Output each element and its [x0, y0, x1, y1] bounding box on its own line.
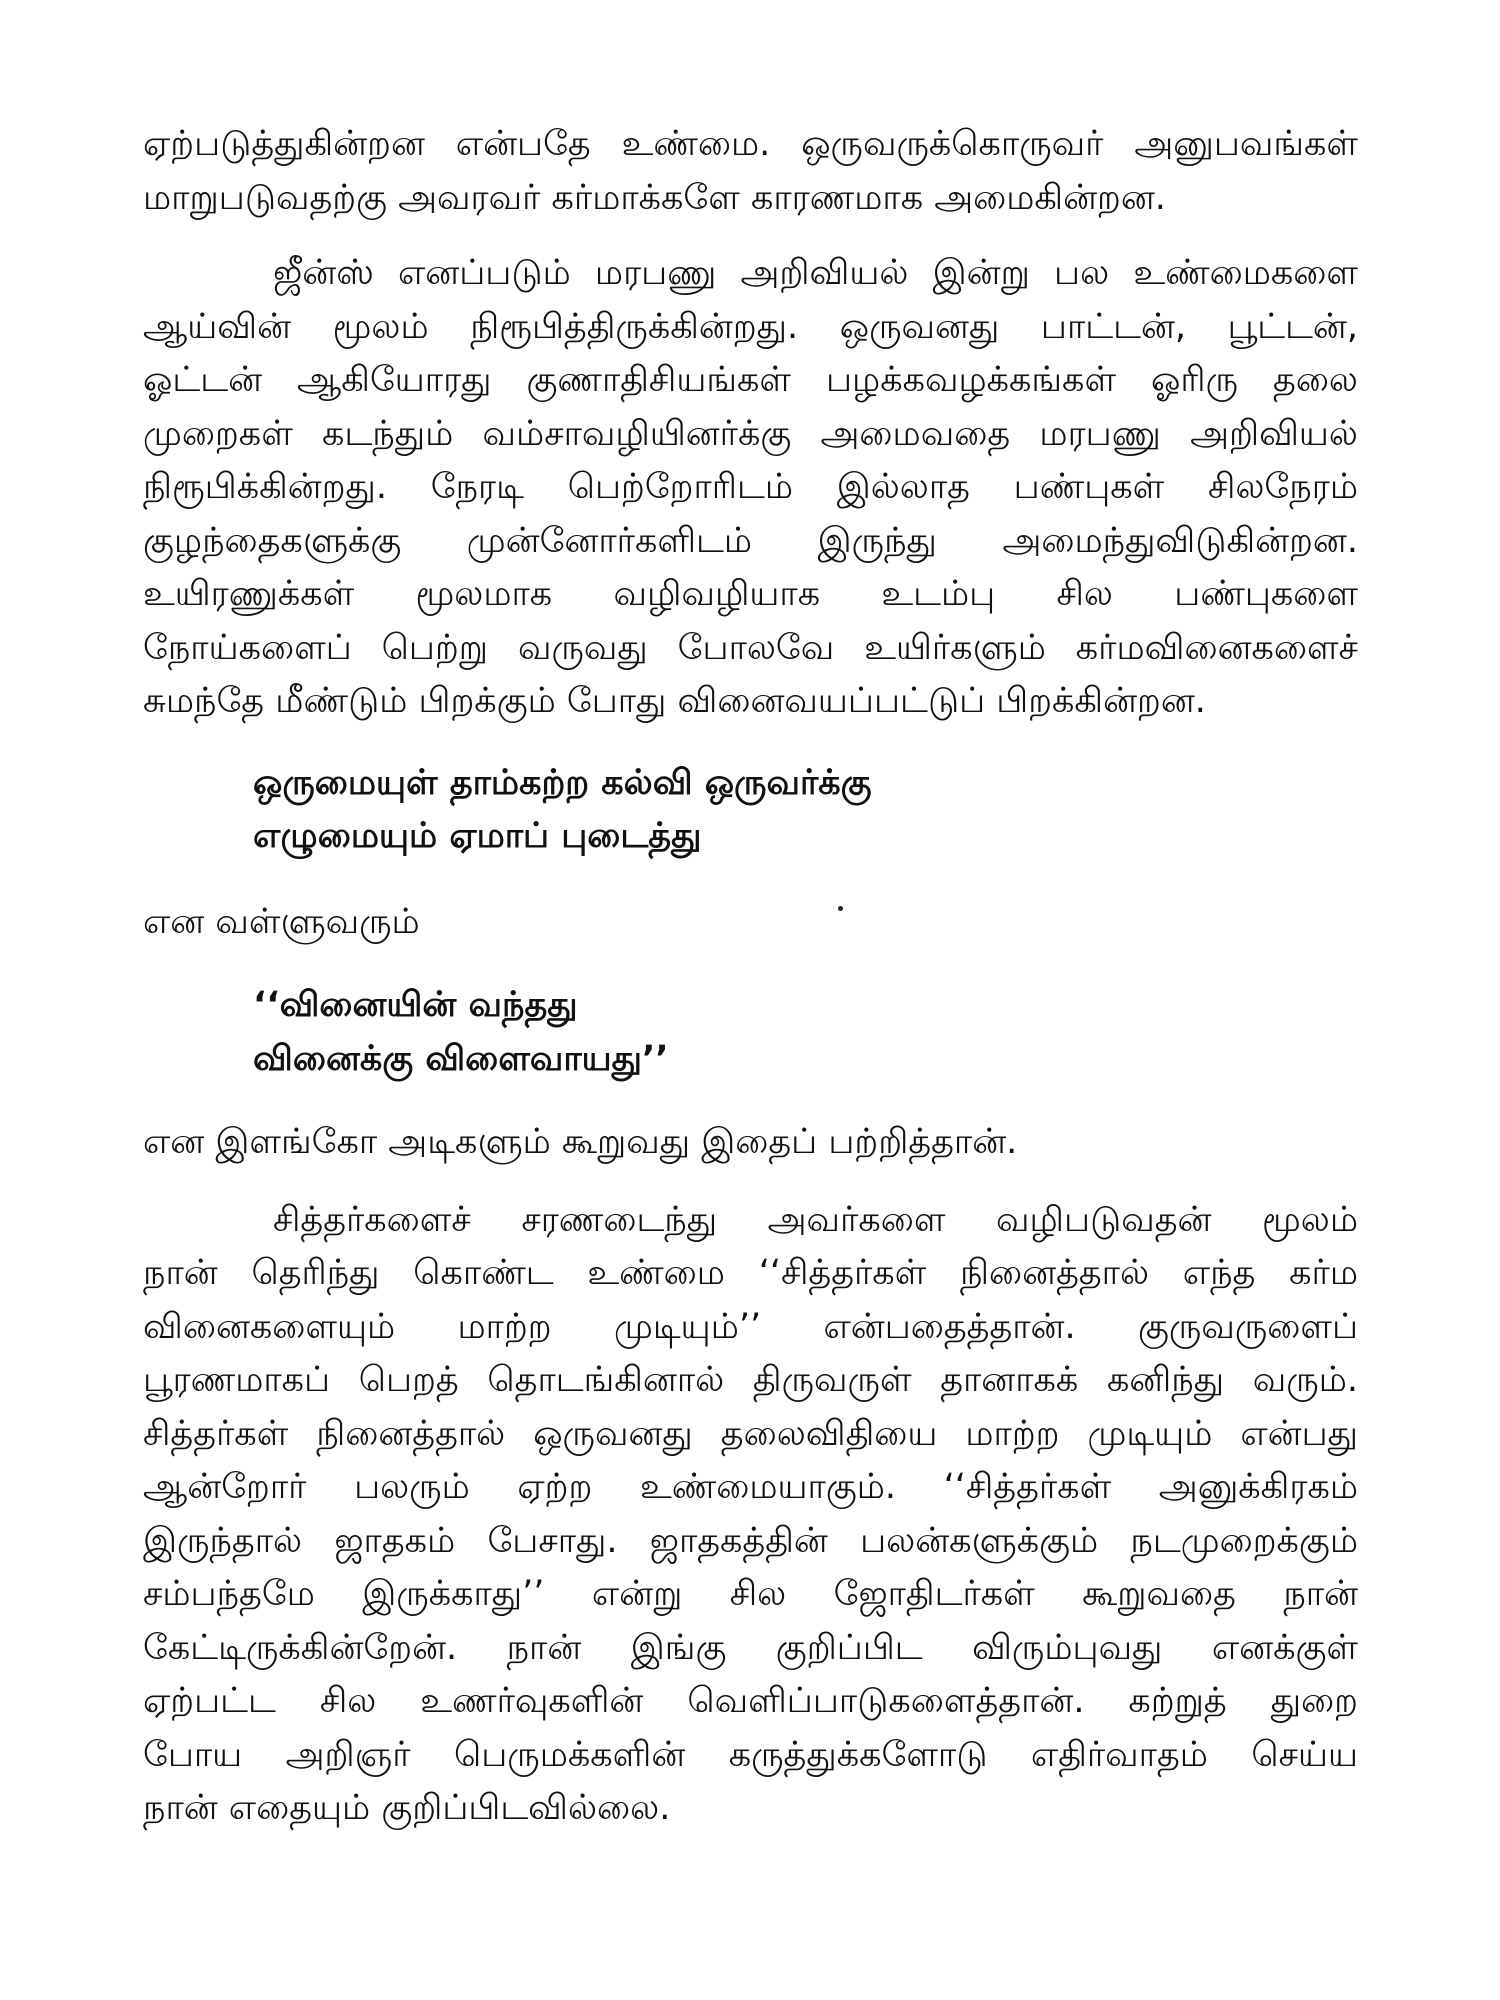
attribution-valluvar: என வள்ளுவரும் [143, 901, 420, 942]
paragraph-karma-experiences [143, 118, 1358, 225]
text-line: கேட்டிருக்கின்றேன். நான் இங்கு குறிப்பிட விரும்புவது எனக்குள் [143, 1627, 1358, 1668]
paragraph-genetics [143, 247, 1358, 729]
text-line: நான் எதையும் குறிப்பிடவில்லை. [143, 1788, 671, 1828]
attribution-ilango: என இளங்கோ அடிகளும் கூறுவது இதைப் பற்றித்தான். [143, 1122, 1018, 1162]
text-line: ஏற்பட்ட சில உணர்வுகளின் வெளிப்பாடுகளைத்தான். கற்றுத் துறை [143, 1681, 1358, 1721]
text-line: ஏற்படுத்துகின்றன என்பதே உண்மை. ஒருவருக்கொருவர் அனுபவங்கள் [143, 124, 1358, 164]
text-line: நோய்களைப் பெற்று வருவது போலவே உயிர்களும் கர்மவினைகளைச் [143, 627, 1358, 668]
text-line: நான் தெரிந்து கொண்ட உண்மை ‘‘சித்தர்கள் நினைத்தால் எந்த கர்ம [143, 1253, 1358, 1293]
text-line: உயிரணுக்கள் மூலமாக வழிவழியாக உடம்பு சில பண்புகளை [143, 574, 1358, 614]
text-line: பூரணமாகப் பெறத் தொடங்கினால் திருவருள் தானாகக் கனிந்து வரும். [143, 1360, 1358, 1400]
verse-line: ‘‘வினையின் வந்தது [253, 985, 578, 1025]
verse-line: வினைக்கு விளைவாயது’’ [253, 1038, 669, 1079]
paragraph-gap [143, 225, 1358, 247]
stray-dot-mark [838, 906, 843, 911]
text-line: ஜீன்ஸ் எனப்படும் மரபணு அறிவியல் இன்று பல உண்மைகளை [273, 253, 1358, 293]
text-line: போய அறிஞர் பெருமக்களின் கருத்துக்களோடு எதிர்வாதம் செய்ய [143, 1734, 1358, 1775]
verse-line: எழுமையும் ஏமாப் புடைத்து [253, 816, 702, 856]
paragraph-gap [143, 864, 1358, 896]
paragraph-siddhars [143, 1194, 1358, 1836]
text-line: மாறுபடுவதற்கு அவரவர் கர்மாக்களே காரணமாக அமைகின்றன. [143, 177, 1166, 218]
text-line: நிரூபிக்கின்றது. நேரடி பெற்றோரிடம் இல்லாத பண்புகள் சிலநேரம் [143, 467, 1358, 507]
paragraph-gap [143, 1170, 1358, 1194]
text-line: முறைகள் கடந்தும் வம்சாவழியினர்க்கு அமைவதை மரபணு அறிவியல் [143, 413, 1358, 454]
text-line: ஆன்றோர் பலரும் ஏற்ற உண்மையாகும். ‘‘சித்தர்கள் அனுக்கிரகம் [143, 1467, 1358, 1507]
text-line: சம்பந்தமே இருக்காது’’ என்று சில ஜோதிடர்கள் கூறுவதை நான் [143, 1574, 1358, 1614]
document-page [143, 118, 1358, 1836]
text-line: ஆய்வின் மூலம் நிரூபித்திருக்கின்றது. ஒருவனது பாட்டன், பூட்டன், [143, 306, 1358, 347]
text-line: இருந்தால் ஜாதகம் பேசாது. ஜாதகத்தின் பலன்களுக்கும் நடமுறைக்கும் [143, 1520, 1358, 1561]
text-line: ஓட்டன் ஆகியோரது குணாதிசியங்கள் பழக்கவழக்கங்கள் ஓரிரு தலை [143, 360, 1358, 400]
paragraph-gap [143, 949, 1358, 979]
paragraph-gap [143, 729, 1358, 757]
text-line: சுமந்தே மீண்டும் பிறக்கும் போது வினைவயப்பட்டுப் பிறக்கின்றன. [143, 681, 1206, 721]
text-line: குழந்தைகளுக்கு முன்னோர்களிடம் இருந்து அமைந்துவிடுகின்றன. [143, 520, 1358, 561]
text-line: சித்தர்கள் நினைத்தால் ஒருவனது தலைவிதியை மாற்ற முடியும் என்பது [143, 1413, 1358, 1454]
verse-line: ஒருமையுள் தாம்கற்ற கல்வி ஒருவர்க்கு [253, 762, 872, 803]
paragraph-gap [143, 1086, 1358, 1116]
text-line: வினைகளையும் மாற்ற முடியும்’’ என்பதைத்தான். குருவருளைப் [143, 1306, 1358, 1347]
silappathikaram-verse [143, 979, 1358, 1086]
text-line: சித்தர்களைச் சரணடைந்து அவர்களை வழிபடுவதன் மூலம் [273, 1199, 1358, 1240]
kural-verse [143, 757, 1358, 864]
